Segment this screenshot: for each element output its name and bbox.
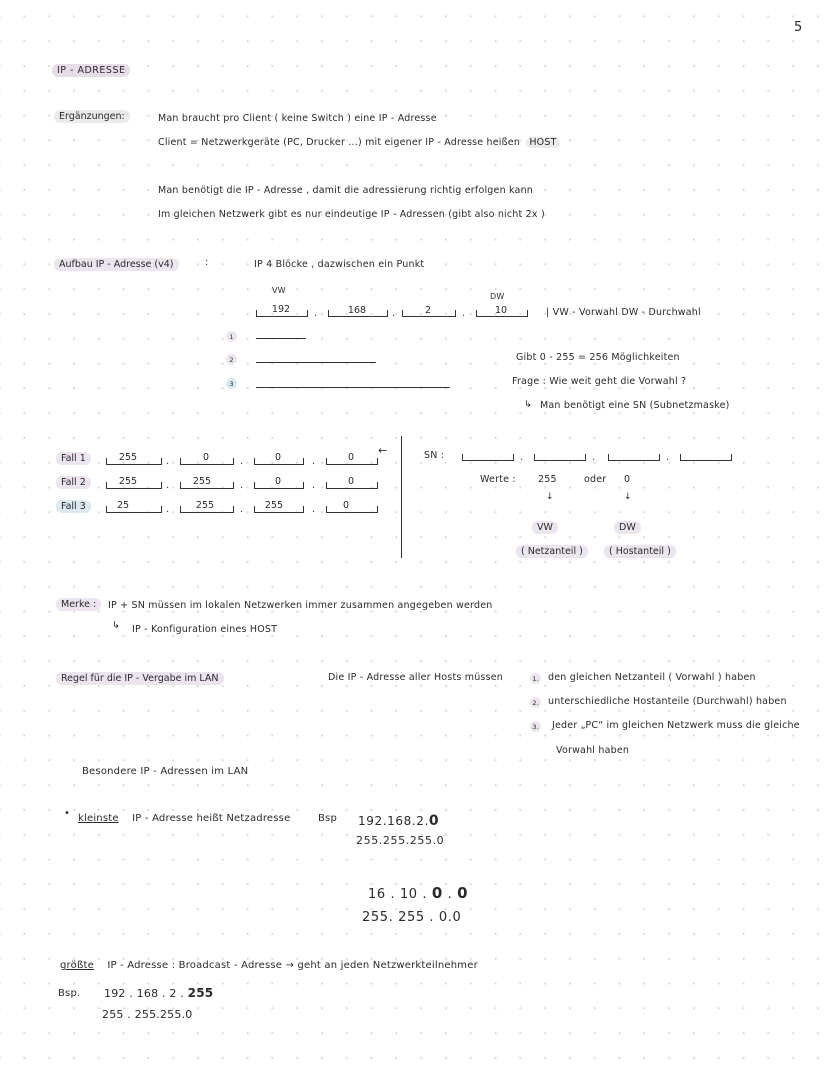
kleinste-word: kleinste (78, 813, 119, 824)
netzanteil-tag: ( Netzanteil ) (516, 545, 588, 558)
example-2-ip (368, 884, 468, 902)
ergaenzungen-line-4: Im gleichen Netzwerk gibt es nur eindeutige IP - Adressen (gibt also nicht 2x ) (158, 209, 545, 220)
vw-marker: VW (272, 286, 286, 295)
vw-tag: VW (532, 521, 558, 534)
example-2-ip-sep: . (447, 887, 453, 902)
arrow-down-icon: ↓ (546, 492, 554, 502)
ip-block-4: 10 (494, 305, 508, 316)
fall-3-v3: 255 (264, 500, 284, 511)
merke-label: Merke : (56, 598, 101, 611)
section-divider (401, 436, 402, 558)
groesste-line (60, 960, 478, 971)
fall-1-v1: 255 (118, 452, 138, 463)
fall-2-v3: 0 (274, 476, 282, 487)
ip-dot: . (392, 308, 396, 319)
fall-1-v3: 0 (274, 452, 282, 463)
ip-dot: . (166, 456, 170, 467)
sn-hint-arrow: ↳ (524, 399, 533, 410)
sn-hint: Man benötigt eine SN (Subnetzmaske) (540, 400, 730, 411)
example-2-ip-mid: 0 (431, 884, 443, 902)
dw-marker: DW (490, 292, 505, 301)
regel-number-3: 3. (530, 721, 541, 732)
ergaenzungen-line-3: Man benötigt die IP - Adresse , damit die adressierung richtig erfolgen kann (158, 185, 534, 196)
fall-3-v1: 25 (116, 500, 130, 511)
ip-block-3: 2 (424, 305, 432, 316)
sn-slot-2 (534, 454, 586, 461)
line-2 (256, 362, 376, 363)
fall-2-v2: 255 (192, 476, 212, 487)
ip-dot: . (312, 456, 316, 467)
kleinste-rest: IP - Adresse heißt Netzadresse (132, 813, 291, 824)
page-title: IP - ADRESSE (52, 64, 130, 77)
ip-dot: . (314, 308, 318, 319)
example-2-ip-prefix: 16 . 10 . (368, 887, 428, 902)
ip-dot: . (240, 456, 244, 467)
bsp-label-1: Bsp (318, 813, 338, 824)
regel-number-2: 2. (530, 697, 541, 708)
ip-dot: . (462, 308, 466, 319)
fall-3-label: Fall 3 (56, 500, 91, 513)
arrow-left-icon: ← (378, 444, 388, 457)
regel-intro: Die IP - Adresse aller Hosts müssen (328, 672, 503, 683)
ip-dot: . (520, 452, 524, 463)
ip-dot: . (166, 504, 170, 515)
example-3-ip-prefix: 192 . 168 . 2 . (104, 987, 184, 1000)
gibt-text: Gibt 0 - 255 = 256 Möglichkeiten (516, 352, 680, 363)
row-number-2: 2 (226, 354, 237, 365)
example-2-ip-last: 0 (457, 884, 469, 902)
fall-1-label: Fall 1 (56, 452, 91, 465)
sn-slot-4 (680, 454, 732, 461)
fall-1-v4: 0 (347, 452, 355, 463)
merke-arrow: ↳ (112, 620, 121, 631)
fall-2-v1: 255 (118, 476, 138, 487)
ergaenzungen-line-1: Man braucht pro Client ( keine Switch ) eine IP - Adresse (158, 113, 437, 124)
dw-tag: DW (614, 521, 641, 534)
example-1-ip (358, 813, 439, 829)
regel-number-1: 1. (530, 673, 541, 684)
row-number-1: 1 (226, 331, 237, 342)
bullet: • (64, 808, 71, 819)
regel-label: Regel für die IP - Vergabe im LAN (56, 672, 224, 685)
aufbau-label: Aufbau IP - Adresse (v4) (54, 258, 179, 271)
ergaenzungen-label: Ergänzungen: (54, 110, 130, 123)
ip-dot: . (240, 480, 244, 491)
ip-block-2: 168 (347, 305, 367, 316)
regel-item-3: Jeder „PC“ im gleichen Netzwerk muss die gleiche (552, 720, 800, 731)
besondere-heading: Besondere IP - Adressen im LAN (82, 766, 249, 777)
aufbau-colon: : (205, 257, 209, 268)
oder-text: oder (584, 474, 607, 485)
regel-item-2: unterschiedliche Hostanteile (Durchwahl) haben (548, 696, 787, 707)
fall-3-v4: 0 (342, 500, 350, 511)
bsp-label-2: Bsp. (58, 988, 81, 999)
example-3-ip (104, 986, 213, 1000)
page-number: 5 (794, 20, 803, 35)
werte-label: Werte : (480, 474, 516, 485)
ip-dot: . (666, 452, 670, 463)
werte-0: 0 (624, 474, 631, 485)
ip-dot: . (312, 504, 316, 515)
line-1 (256, 338, 306, 339)
example-3-sn: 255 . 255.255.0 (102, 1008, 193, 1021)
sn-slot-3 (608, 454, 660, 461)
ip-dot: . (592, 452, 596, 463)
sn-label: SN : (424, 450, 445, 461)
fall-2-label: Fall 2 (56, 476, 91, 489)
aufbau-description: IP 4 Blöcke , dazwischen ein Punkt (254, 259, 425, 270)
vw-dw-legend: | VW - Vorwahl DW - Durchwahl (546, 307, 701, 318)
example-1-ip-last: 0 (428, 813, 440, 829)
ergaenzungen-line-2 (158, 137, 560, 148)
sn-slot-1 (462, 454, 514, 461)
arrow-down-icon: ↓ (624, 492, 632, 502)
ip-dot: . (312, 480, 316, 491)
ip-block-1: 192 (271, 304, 291, 315)
fall-2-v4: 0 (347, 476, 355, 487)
example-1-sn: 255.255.255.0 (356, 834, 445, 847)
example-1-ip-prefix: 192.168.2. (358, 814, 429, 828)
merke-line-2: IP - Konfiguration eines HOST (132, 624, 278, 635)
ergaenzungen-line-2-text: Client = Netzwerkgeräte (PC, Drucker ...) mit eigener IP - Adresse heißen (158, 137, 521, 148)
fall-3-v2: 255 (195, 500, 215, 511)
example-2-sn: 255. 255 . 0.0 (362, 910, 462, 925)
hostanteil-tag: ( Hostanteil ) (604, 545, 676, 558)
regel-item-1: den gleichen Netzanteil ( Vorwahl ) haben (548, 672, 756, 683)
groesste-word: größte (60, 960, 94, 971)
ip-dot: . (166, 480, 170, 491)
kleinste-line (78, 813, 290, 824)
regel-item-3-cont: Vorwahl haben (556, 745, 630, 756)
row-number-3: 3 (226, 378, 237, 389)
host-highlight: HOST (526, 137, 559, 148)
frage-text: Frage : Wie weit geht die Vorwahl ? (512, 376, 687, 387)
groesste-rest: IP - Adresse : Broadcast - Adresse → geht an jeden Netzwerkteilnehmer (107, 960, 478, 971)
werte-255: 255 (538, 474, 557, 485)
line-3 (256, 387, 450, 388)
example-3-ip-last: 255 (187, 986, 214, 1000)
fall-1-v2: 0 (202, 452, 210, 463)
ip-dot: . (240, 504, 244, 515)
merke-line-1: IP + SN müssen im lokalen Netzwerken immer zusammen angegeben werden (108, 600, 493, 611)
